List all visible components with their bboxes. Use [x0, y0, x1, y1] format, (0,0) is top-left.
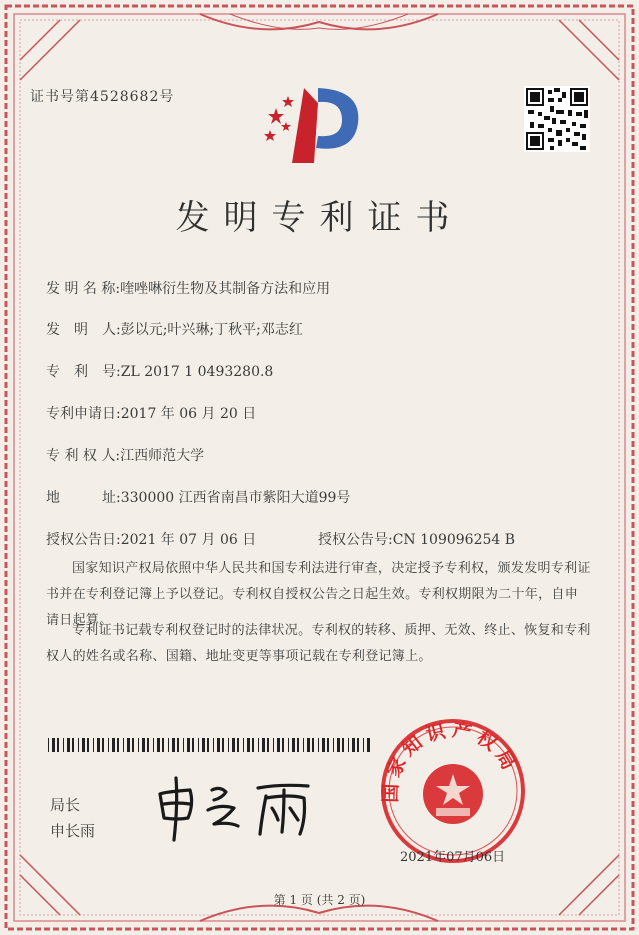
field-value: 330000 江西省南昌市紫阳大道99号 — [120, 490, 351, 506]
field-value: 江西师范大学 — [120, 448, 205, 464]
qr-code — [524, 86, 590, 152]
seal-date: 2021年07月06日 — [400, 850, 506, 865]
field-value: ZL 2017 1 0493280.8 — [120, 364, 274, 380]
field-pub-date — [46, 529, 256, 549]
field-label: 发 明 名 称: — [46, 281, 121, 297]
field-value: 2017 年 06 月 20 日 — [120, 406, 257, 422]
page-title: 发明专利证书 — [175, 198, 464, 238]
field-label: 专利申请日: — [46, 406, 121, 422]
director-name: 申长雨 — [50, 822, 96, 840]
field-label: 地 址: — [46, 490, 121, 506]
field-value: CN 109096254 B — [392, 532, 516, 548]
certificate-serial: 证书号第4528682号 — [30, 89, 175, 105]
director-title: 局长 — [50, 796, 81, 814]
field-invention-name — [46, 278, 330, 298]
field-patentee — [46, 445, 204, 465]
field-value: 2021 年 07 月 06 日 — [120, 532, 257, 548]
field-label: 授权公告号: — [318, 532, 393, 548]
seal-text: 国家知识产权局 — [379, 718, 523, 804]
legal-status-paragraph: 专利证书记载专利权登记时的法律状况。专利权的转移、质押、无效、终止、恢复和专利权人的姓名或名称、国籍、地址变更等事项记载在专利登记簿上。 — [46, 623, 591, 664]
page-number: 第 1 页 (共 2 页) — [273, 893, 366, 907]
grant-paragraph: 国家知识产权局依照中华人民共和国专利法进行审查，决定授予专利权，颁发发明专利证书并在专利登记簿上予以登记。专利权自授权公告之日起生效。专利权期限为二十年，自申请日起算。 — [46, 561, 591, 628]
field-label: 授权公告日: — [46, 532, 121, 548]
field-inventors — [46, 319, 303, 339]
barcode — [48, 738, 370, 752]
field-label: 专 利 号: — [46, 364, 121, 380]
field-address — [46, 487, 350, 507]
field-patent-number — [46, 361, 273, 381]
official-seal — [378, 716, 528, 866]
field-label: 专 利 权 人: — [46, 448, 121, 464]
field-label: 发 明 人: — [46, 322, 121, 338]
director-signature — [150, 774, 320, 844]
field-application-date — [46, 403, 256, 423]
cnipa-logo — [262, 78, 372, 168]
field-value: 彭以元;叶兴琳;丁秋平;邓志红 — [120, 322, 303, 338]
field-value: 喹唑啉衍生物及其制备方法和应用 — [120, 281, 331, 297]
field-pub-number — [318, 529, 515, 549]
